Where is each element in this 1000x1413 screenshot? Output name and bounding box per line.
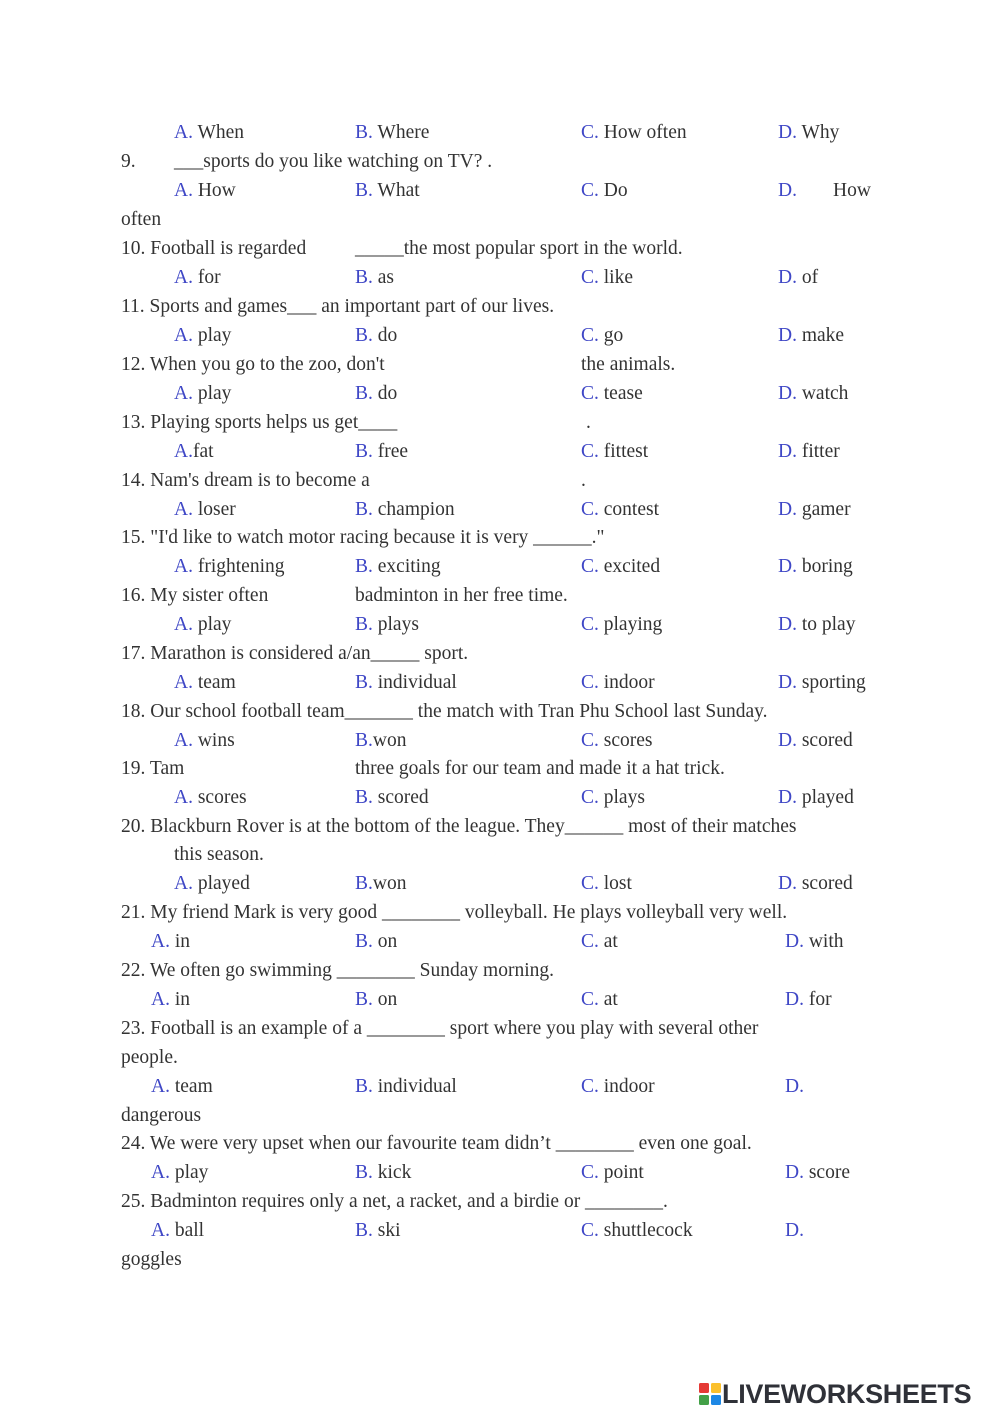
- q11-option-c[interactable]: C. go: [581, 325, 624, 346]
- q25-option-c[interactable]: C. shuttlecock: [581, 1220, 693, 1241]
- q12-option-c[interactable]: C. tease: [581, 383, 643, 404]
- q13-option-a[interactable]: A.fat: [174, 441, 214, 462]
- q22-option-a[interactable]: A. in: [151, 989, 191, 1010]
- q17-option-a[interactable]: A. team: [174, 672, 236, 693]
- q23-option-d[interactable]: D.: [785, 1076, 804, 1097]
- q17-option-b[interactable]: B. individual: [355, 672, 457, 693]
- q18-option-c[interactable]: C. scores: [581, 730, 653, 751]
- q14-stem: 14. Nam's dream is to become a: [121, 470, 370, 491]
- q8-option-c[interactable]: C. How often: [581, 122, 687, 143]
- q25-option-a[interactable]: A. ball: [151, 1220, 205, 1241]
- q9-option-d-wrap: often: [121, 209, 162, 230]
- q16-option-b[interactable]: B. plays: [355, 614, 419, 635]
- q23-option-d-wrap: dangerous: [121, 1105, 202, 1126]
- q11-option-a[interactable]: A. play: [174, 325, 232, 346]
- q21-stem: 21. My friend Mark is very good ________ volleyball. He plays volleyball very well.: [121, 902, 788, 923]
- q24-option-d[interactable]: D. score: [785, 1162, 850, 1183]
- q23-stem: 23. Football is an example of a ________ sport where you play with several other: [121, 1018, 759, 1039]
- q12-option-b[interactable]: B. do: [355, 383, 398, 404]
- q15-option-a[interactable]: A. frightening: [174, 556, 285, 577]
- q14-option-b[interactable]: B. champion: [355, 499, 455, 520]
- q14-stem-cont: .: [581, 470, 586, 491]
- q18-stem: 18. Our school football team_______ the match with Tran Phu School last Sunday.: [121, 701, 768, 722]
- q23-option-a[interactable]: A. team: [151, 1076, 213, 1097]
- logo-square-3: [699, 1395, 709, 1405]
- q24-option-b[interactable]: B. kick: [355, 1162, 412, 1183]
- q21-option-b[interactable]: B. on: [355, 931, 398, 952]
- q16-option-c[interactable]: C. playing: [581, 614, 663, 635]
- q8-option-b[interactable]: B. Where: [355, 122, 430, 143]
- q9-option-b[interactable]: B. What: [355, 180, 420, 201]
- q18-option-b[interactable]: B.won: [355, 730, 407, 751]
- q24-stem: 24. We were very upset when our favourite team didn’t ________ even one goal.: [121, 1133, 752, 1154]
- q21-option-a[interactable]: A. in: [151, 931, 191, 952]
- q16-stem: 16. My sister often: [121, 585, 269, 606]
- q19-stem: 19. Tam: [121, 758, 185, 779]
- q13-stem: 13. Playing sports helps us get____: [121, 412, 398, 433]
- q25-option-d[interactable]: D.: [785, 1220, 804, 1241]
- q25-stem: 25. Badminton requires only a net, a racket, and a birdie or ________.: [121, 1191, 668, 1212]
- q21-option-d[interactable]: D. with: [785, 931, 844, 952]
- q10-stem: 10. Football is regarded: [121, 238, 307, 259]
- q19-option-a[interactable]: A. scores: [174, 787, 247, 808]
- q9-number: 9.: [121, 151, 136, 172]
- q9-option-d-text: How: [833, 180, 871, 201]
- q9-stem: ___sports do you like watching on TV? .: [174, 151, 493, 172]
- q12-option-a[interactable]: A. play: [174, 383, 232, 404]
- q11-stem: 11. Sports and games___ an important part of our lives.: [121, 296, 555, 317]
- q15-option-d[interactable]: D. boring: [778, 556, 853, 577]
- q23-option-c[interactable]: C. indoor: [581, 1076, 655, 1097]
- q19-stem-cont: three goals for our team and made it a hat trick.: [355, 758, 725, 779]
- q10-stem-cont: _____the most popular sport in the world.: [355, 238, 683, 259]
- q9-option-c[interactable]: C. Do: [581, 180, 628, 201]
- q9-option-a[interactable]: A. How: [174, 180, 236, 201]
- q10-option-d[interactable]: D. of: [778, 267, 819, 288]
- q18-option-a[interactable]: A. wins: [174, 730, 235, 751]
- q12-stem-cont: the animals.: [581, 354, 676, 375]
- q23-option-b[interactable]: B. individual: [355, 1076, 457, 1097]
- logo-square-4: [711, 1395, 721, 1405]
- q14-option-c[interactable]: C. contest: [581, 499, 659, 520]
- logo-square-2: [711, 1383, 721, 1393]
- q24-option-a[interactable]: A. play: [151, 1162, 209, 1183]
- q20-option-b[interactable]: B.won: [355, 873, 407, 894]
- q19-option-c[interactable]: C. plays: [581, 787, 645, 808]
- q16-stem-cont: badminton in her free time.: [355, 585, 568, 606]
- q21-option-c[interactable]: C. at: [581, 931, 618, 952]
- q22-option-b[interactable]: B. on: [355, 989, 398, 1010]
- q16-option-a[interactable]: A. play: [174, 614, 232, 635]
- q24-option-c[interactable]: C. point: [581, 1162, 644, 1183]
- q18-option-d[interactable]: D. scored: [778, 730, 853, 751]
- q11-option-d[interactable]: D. make: [778, 325, 845, 346]
- q20-option-c[interactable]: C. lost: [581, 873, 632, 894]
- q20-option-d[interactable]: D. scored: [778, 873, 853, 894]
- q15-stem: 15. "I'd like to watch motor racing because it is very ______.": [121, 527, 605, 548]
- q10-option-b[interactable]: B. as: [355, 267, 395, 288]
- q16-option-d[interactable]: D. to play: [778, 614, 856, 635]
- q13-option-b[interactable]: B. free: [355, 441, 409, 462]
- q17-stem: 17. Marathon is considered a/an_____ sport.: [121, 643, 469, 664]
- q23-stem-cont: people.: [121, 1047, 178, 1068]
- q17-option-c[interactable]: C. indoor: [581, 672, 655, 693]
- q17-option-d[interactable]: D. sporting: [778, 672, 866, 693]
- q11-option-b[interactable]: B. do: [355, 325, 398, 346]
- liveworksheets-icon: [698, 1382, 722, 1406]
- logo-square-1: [699, 1383, 709, 1393]
- q20-stem: 20. Blackburn Rover is at the bottom of the league. They______ most of their matches: [121, 816, 797, 837]
- q14-option-d[interactable]: D. gamer: [778, 499, 851, 520]
- q12-option-d[interactable]: D. watch: [778, 383, 849, 404]
- q15-option-b[interactable]: B. exciting: [355, 556, 441, 577]
- q25-option-b[interactable]: B. ski: [355, 1220, 401, 1241]
- brand-name: LIVEWORKSHEETS: [722, 1379, 972, 1409]
- liveworksheets-logo[interactable]: [698, 1378, 994, 1412]
- q13-option-d[interactable]: D. fitter: [778, 441, 840, 462]
- q20-stem-cont: this season.: [174, 844, 264, 865]
- q22-stem: 22. We often go swimming ________ Sunday morning.: [121, 960, 555, 981]
- q22-option-c[interactable]: C. at: [581, 989, 618, 1010]
- q10-option-c[interactable]: C. like: [581, 267, 634, 288]
- q8-option-a[interactable]: A. When: [174, 122, 245, 143]
- q25-option-d-wrap: goggles: [121, 1249, 182, 1270]
- q13-stem-cont: .: [586, 412, 591, 433]
- q9-option-d[interactable]: D.: [778, 180, 797, 201]
- q19-option-b[interactable]: B. scored: [355, 787, 429, 808]
- q19-option-d[interactable]: D. played: [778, 787, 854, 808]
- q8-option-d[interactable]: D. Why: [778, 122, 840, 143]
- q15-option-c[interactable]: C. excited: [581, 556, 661, 577]
- q12-stem: 12. When you go to the zoo, don't: [121, 354, 385, 375]
- q20-option-a[interactable]: A. played: [174, 873, 250, 894]
- q10-option-a[interactable]: A. for: [174, 267, 221, 288]
- q13-option-c[interactable]: C. fittest: [581, 441, 649, 462]
- q22-option-d[interactable]: D. for: [785, 989, 832, 1010]
- q14-option-a[interactable]: A. loser: [174, 499, 236, 520]
